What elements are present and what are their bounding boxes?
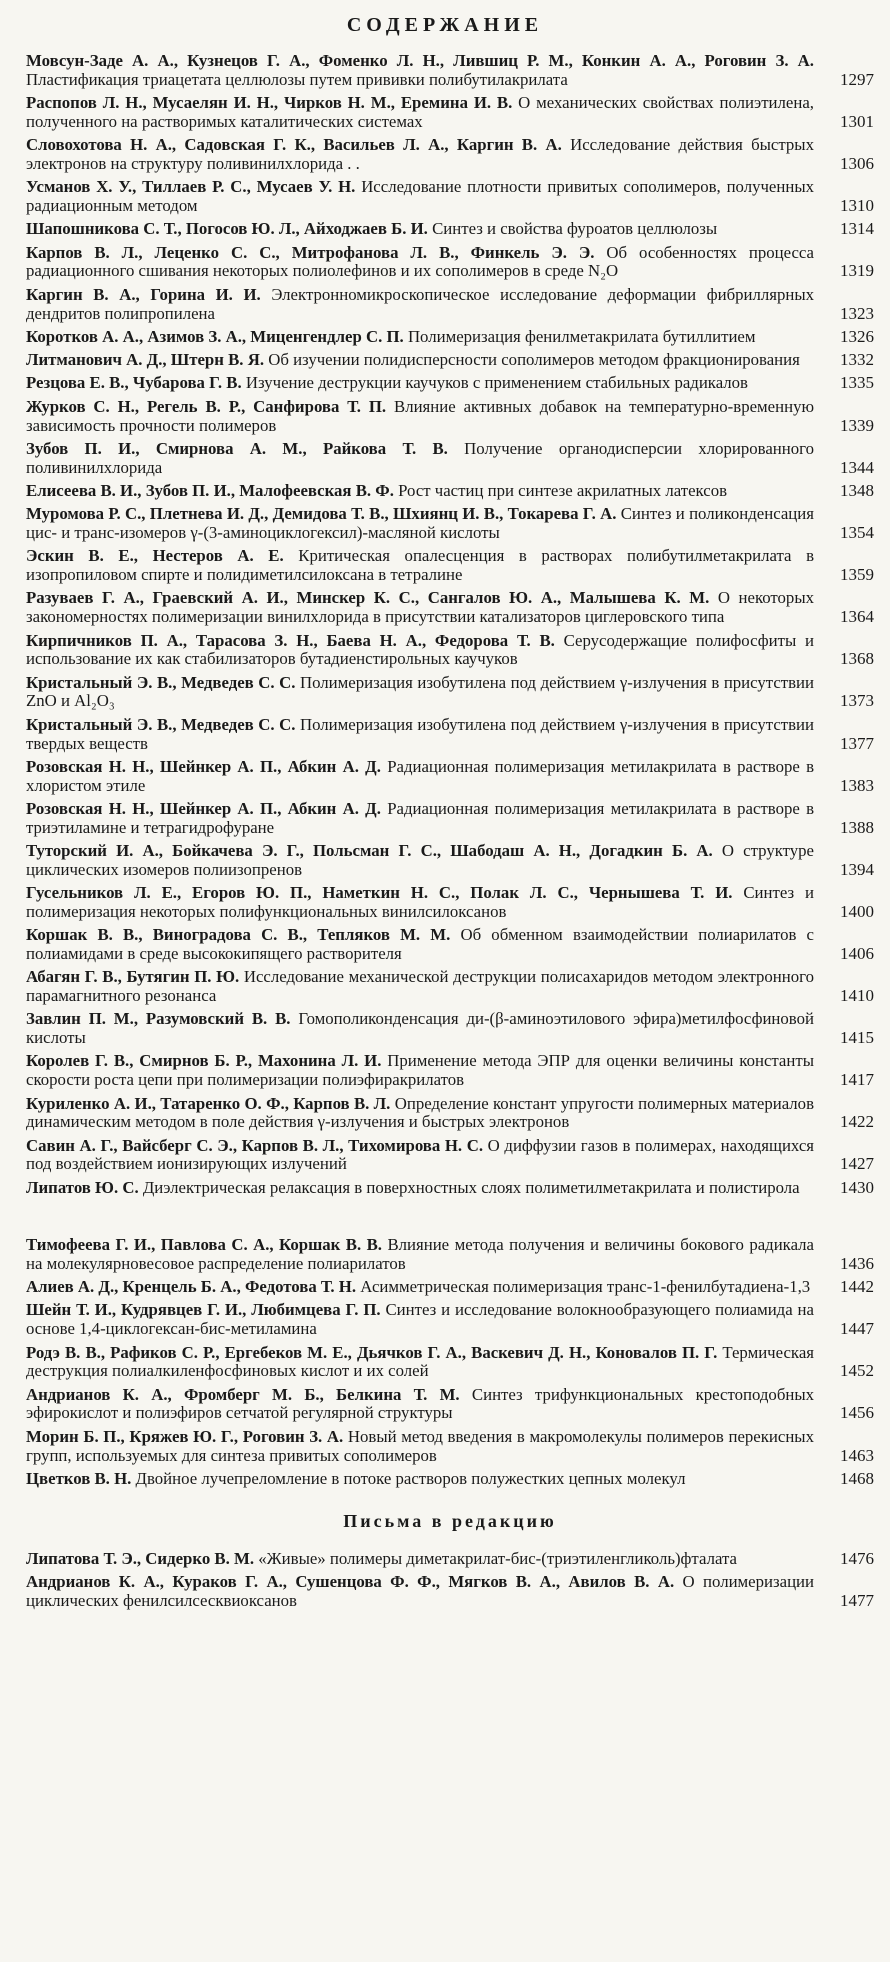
toc-entry — [26, 674, 874, 712]
toc-entry-authors: Туторский И. А., Бойкачева Э. Г., Польсман Г. С., Шабодаш А. Н., Догадкин Б. А. — [26, 840, 713, 860]
toc-entry-text — [26, 244, 814, 282]
toc-entry-authors: Розовская Н. Н., Шейнкер А. П., Абкин А. Д. — [26, 756, 381, 776]
toc-entry — [26, 884, 874, 922]
toc-entry-page: 1344 — [840, 457, 874, 477]
toc-entry-authors: Муромова Р. С., Плетнева И. Д., Демидова Т. В., Шхиянц И. В., Токарева Г. А. — [26, 504, 617, 524]
toc-entry-title: Двойное лучепреломление в потоке растворов полужестких цепных молекул — [135, 1468, 686, 1488]
toc-entry — [26, 1573, 874, 1611]
toc-entry-text — [26, 1386, 814, 1424]
toc-entry-page: 1427 — [840, 1154, 874, 1174]
toc-entry-text — [26, 1301, 814, 1339]
toc-entry-text — [26, 94, 814, 132]
toc-entry-title: Об изучении полидисперсности сополимеров методом фракционирования — [268, 350, 800, 370]
toc-entry — [26, 1344, 874, 1382]
toc-entry-title: О диффузии газов в полимерах, находящихся под воздействием ионизирующих излучений — [26, 1135, 815, 1174]
toc-entry — [26, 547, 874, 585]
toc-entry-page: 1359 — [840, 565, 874, 585]
toc-entry-page: 1306 — [840, 153, 874, 173]
toc-entry-title: Синтез и полимеризация некоторых полифункциональных винилсилоксанов — [26, 883, 814, 921]
toc-entry-title: О механических свойствах полиэтилена, полученного на растворимых каталитических системах — [26, 93, 814, 131]
toc-entry-title: Асимметрическая полимеризация транс-1-фенилбутадиена-1,3 — [360, 1277, 811, 1297]
toc-entry-title: Синтез и свойства фуроатов целлюлозы — [432, 219, 718, 239]
toc-entry — [26, 589, 874, 627]
toc-entry-text — [26, 926, 814, 964]
toc-entry-authors: Андрианов К. А., Кураков Г. А., Сушенцова Ф. Ф., Мягков В. А., Авилов В. А. — [26, 1571, 675, 1591]
toc-entry-title: Исследование плотности привитых сополимеров, полученных радиационным методом — [26, 177, 814, 216]
toc-entry-authors: Королев Г. В., Смирнов Б. Р., Махонина Л. И. — [26, 1051, 382, 1071]
toc-entry-authors: Цветков В. Н. — [26, 1468, 132, 1488]
toc-entry-text — [26, 800, 814, 838]
toc-entry-text — [26, 178, 814, 216]
toc-entry-title: Применение метода ЭПР для оценки величины константы скорости роста цепи при полимеризации полиэфиракрилатов — [26, 1051, 814, 1090]
toc-list-continued — [26, 1236, 874, 1489]
toc-entry — [26, 1095, 874, 1133]
toc-list-letters — [26, 1550, 874, 1611]
toc-entry-page: 1319 — [840, 261, 874, 281]
toc-entry-authors: Журков С. Н., Регель В. Р., Санфирова Т. П. — [26, 396, 387, 416]
toc-entry-title: Изучение деструкции каучуков с применением стабильных радикалов — [245, 373, 748, 393]
toc-entry-text — [26, 52, 814, 90]
toc-entry-page: 1456 — [840, 1403, 874, 1423]
toc-entry — [26, 440, 874, 478]
toc-entry-text — [26, 1052, 814, 1090]
toc-entry — [26, 1550, 874, 1569]
toc-entry-page: 1326 — [840, 326, 874, 346]
toc-entry-page: 1383 — [840, 775, 874, 795]
toc-entry — [26, 1428, 874, 1466]
toc-entry-title: Синтез и исследование волокнообразующего полиамида на основе 1,4-циклогексан-бис-метиламина — [26, 1300, 814, 1339]
toc-entry-text — [26, 482, 814, 501]
toc-entry-text — [26, 589, 814, 627]
toc-entry-authors: Гусельников Л. Е., Егоров Ю. П., Наметкин Н. С., Полак Л. С., Чернышева Т. И. — [26, 883, 733, 903]
toc-entry-authors: Усманов Х. У., Тиллаев Р. С., Мусаев У. Н. — [26, 177, 356, 197]
toc-entry-text — [26, 884, 814, 922]
toc-entry-title: Об обменном взаимодействии полиарилатов с полиамидами в среде высококипящего растворителя — [26, 925, 814, 963]
toc-entry-authors: Шапошникова С. Т., Погосов Ю. Л., Айходжаев Б. И. — [26, 219, 428, 239]
toc-entry-title: Полимеризация изобутилена под действием γ-излучения в присутствии ZnO и Al₂O₃ — [26, 672, 814, 711]
toc-entry-page: 1436 — [840, 1253, 874, 1273]
toc-entry — [26, 136, 874, 174]
toc-entry-authors: Липатова Т. Э., Сидерко В. М. — [26, 1548, 255, 1568]
toc-entry — [26, 244, 874, 282]
toc-entry-title: Синтез и поликонденсация цис- и транс-изомеров γ-(3-аминоциклогексил)-масляной кислоты — [26, 504, 814, 543]
toc-entry-page: 1364 — [840, 607, 874, 627]
toc-entry-authors: Коршак В. В., Виноградова С. В., Тепляков М. М. — [26, 925, 451, 945]
toc-entry-page: 1301 — [840, 111, 874, 131]
toc-entry-text — [26, 1573, 814, 1611]
toc-entry-page: 1468 — [840, 1468, 874, 1488]
toc-entry-page: 1447 — [840, 1319, 874, 1339]
toc-entry-title: Радиационная полимеризация метилакрилата в растворе в хлористом этиле — [26, 756, 815, 795]
toc-entry-page: 1335 — [840, 373, 874, 393]
toc-entry — [26, 1301, 874, 1339]
toc-entry-text — [26, 398, 814, 436]
toc-entry — [26, 758, 874, 796]
toc-entry — [26, 842, 874, 880]
toc-entry-title: Электронномикроскопическое исследование деформации фибриллярных дендритов полипропилена — [26, 284, 814, 323]
toc-entry-authors: Эскин В. Е., Нестеров А. Е. — [26, 546, 284, 566]
toc-entry — [26, 482, 874, 501]
toc-entry — [26, 220, 874, 239]
toc-entry-text — [26, 674, 814, 712]
toc-entries — [26, 52, 874, 1615]
toc-entry-title: Исследование действия быстрых электронов на структуру поливинилхлорида . . — [26, 135, 814, 173]
toc-entry-page: 1297 — [840, 69, 874, 89]
toc-entry-page: 1310 — [840, 196, 874, 216]
toc-entry-authors: Мовсун-Заде А. А., Кузнецов Г. А., Фоменко Л. Н., Лившиц Р. М., Конкин А. А., Роговин З. А. — [26, 51, 814, 70]
toc-entry-page: 1323 — [840, 303, 874, 323]
toc-entry — [26, 1236, 874, 1274]
toc-entry-authors: Литманович А. Д., Штерн В. Я. — [26, 350, 265, 370]
toc-entry — [26, 926, 874, 964]
toc-list-main — [26, 52, 874, 1198]
toc-entry — [26, 1052, 874, 1090]
toc-entry-text — [26, 1344, 814, 1382]
toc-entry-page: 1388 — [840, 817, 874, 837]
toc-entry-title: Исследование механической деструкции полисахаридов методом электронного парамагнитного резонанса — [26, 967, 814, 1006]
toc-entry — [26, 328, 874, 347]
toc-entry-text — [26, 351, 814, 370]
toc-entry-authors: Каргин В. А., Горина И. И. — [26, 284, 261, 304]
toc-entry-authors: Розовская Н. Н., Шейнкер А. П., Абкин А. Д. — [26, 798, 381, 818]
toc-entry-title: Полимеризация фенилметакрилата бутиллитием — [407, 326, 756, 346]
toc-entry-text — [26, 1010, 814, 1048]
toc-entry-text — [26, 328, 814, 347]
toc-entry-authors: Зубов П. И., Смирнова А. М., Райкова Т. В. — [26, 438, 448, 458]
toc-entry — [26, 716, 874, 754]
toc-entry-text — [26, 286, 814, 324]
toc-entry-title: Гомополиконденсация ди-(β-аминоэтилового эфира)метилфосфиновой кислоты — [26, 1009, 814, 1048]
toc-entry-page: 1339 — [840, 415, 874, 435]
toc-entry-authors: Алиев А. Д., Кренцель Б. А., Федотова Т. Н. — [26, 1277, 357, 1297]
toc-entry-text — [26, 758, 814, 796]
toc-entry-title: Синтез трифункциональных крестоподобных эфирокислот и полиэфиров сетчатой регулярной структуры — [26, 1384, 815, 1423]
toc-entry-title: Рост частиц при синтезе акрилатных латексов — [398, 480, 728, 500]
toc-entry-page: 1394 — [840, 859, 874, 879]
toc-entry-authors: Елисеева В. И., Зубов П. И., Малофеевская В. Ф. — [26, 480, 394, 500]
toc-entry-title: Об особенностях процесса радиационного сшивания некоторых полиолефинов и их сополимеров в среде N₂O — [26, 242, 815, 281]
toc-entry — [26, 1010, 874, 1048]
toc-entry-title: О некоторых закономерностях полимеризации винилхлорида в присутствии катализаторов циглеровского типа — [26, 588, 814, 627]
toc-entry-text — [26, 1179, 814, 1198]
toc-entry — [26, 1278, 874, 1297]
toc-entry-page: 1477 — [840, 1590, 874, 1610]
toc-entry-authors: Карпов В. Л., Леценко С. С., Митрофанова Л. В., Финкель Э. Э. — [26, 242, 595, 262]
toc-entry-authors: Словохотова Н. А., Садовская Г. К., Васильев Л. А., Каргин В. А. — [26, 135, 562, 155]
toc-entry-page: 1406 — [840, 943, 874, 963]
toc-entry-page: 1410 — [840, 986, 874, 1006]
toc-entry-text — [26, 220, 814, 239]
toc-entry-authors: Липатов Ю. С. — [26, 1177, 139, 1197]
toc-entry-text — [26, 1137, 814, 1175]
toc-entry — [26, 94, 874, 132]
toc-entry-title: Влияние активных добавок на температурно-временную зависимость прочности полимеров — [26, 396, 814, 435]
toc-entry-authors: Морин Б. П., Кряжев Ю. Г., Роговин З. А. — [26, 1426, 344, 1446]
toc-entry-title: О полимеризации циклических фенилсилсесквиоксанов — [26, 1571, 815, 1610]
toc-entry-text — [26, 440, 814, 478]
toc-entry-authors: Разуваев Г. А., Граевский А. И., Минскер К. С., Сангалов Ю. А., Малышева К. М. — [26, 588, 710, 608]
toc-entry-authors: Куриленко А. И., Татаренко О. Ф., Карпов В. Л. — [26, 1093, 391, 1113]
toc-entry-text — [26, 842, 814, 880]
toc-entry-page: 1476 — [840, 1548, 874, 1568]
toc-entry-text — [26, 1550, 814, 1569]
toc-entry-page: 1354 — [840, 523, 874, 543]
toc-entry-text — [26, 1095, 814, 1133]
toc-entry-authors: Коротков А. А., Азимов З. А., Миценгендлер С. П. — [26, 326, 404, 346]
toc-entry-text — [26, 1470, 814, 1489]
toc-entry — [26, 968, 874, 1006]
toc-entry-title: Термическая деструкция полиалкиленфосфиновых кислот и их солей — [26, 1342, 814, 1381]
toc-entry-page: 1373 — [840, 691, 874, 711]
section-gap — [26, 1202, 874, 1236]
toc-entry-text — [26, 547, 814, 585]
toc-entry-authors: Кристальный Э. В., Медведев С. С. — [26, 672, 296, 692]
toc-entry — [26, 178, 874, 216]
toc-entry-page: 1430 — [840, 1177, 874, 1197]
toc-entry-page: 1417 — [840, 1070, 874, 1090]
toc-entry-title: «Живые» полимеры диметакрилат-бис-(триэтиленгликоль)фталата — [258, 1548, 737, 1568]
toc-entry-page: 1332 — [840, 350, 874, 370]
toc-entry-text — [26, 374, 814, 393]
toc-entry — [26, 1470, 874, 1489]
toc-entry-page: 1368 — [840, 649, 874, 669]
toc-entry — [26, 351, 874, 370]
toc-entry-page: 1314 — [840, 219, 874, 239]
toc-entry-authors: Завлин П. М., Разумовский В. В. — [26, 1009, 291, 1029]
toc-entry-page: 1442 — [840, 1277, 874, 1297]
toc-entry-page: 1422 — [840, 1112, 874, 1132]
toc-entry-authors: Распопов Л. Н., Мусаелян И. Н., Чирков Н. М., Еремина И. В. — [26, 93, 513, 113]
toc-entry-authors: Кирпичников П. А., Тарасова З. Н., Баева Н. А., Федорова Т. В. — [26, 630, 555, 650]
toc-entry — [26, 1386, 874, 1424]
toc-entry-title: Определение констант упругости полимерных материалов динамическим методом в поле действия γ-излучения и быстрых электронов — [26, 1093, 814, 1132]
toc-entry-title: Влияние метода получения и величины бокового радикала на молекулярновесовое распределение полиарилатов — [26, 1235, 814, 1273]
toc-entry-title: О структуре циклических изомеров полиизопренов — [26, 840, 814, 879]
toc-entry — [26, 632, 874, 670]
toc-entry-page: 1415 — [840, 1028, 874, 1048]
toc-entry-text — [26, 1428, 814, 1466]
toc-entry-text — [26, 505, 814, 543]
toc-entry-authors: Абагян Г. В., Бутягин П. Ю. — [26, 967, 240, 987]
toc-entry-text — [26, 136, 814, 174]
toc-entry-title: Полимеризация изобутилена под действием γ-излучения в присутствии твердых веществ — [26, 714, 814, 753]
toc-entry-text — [26, 1236, 814, 1274]
toc-entry — [26, 374, 874, 393]
toc-entry-title: Серусодержащие полифосфиты и использование их как стабилизаторов бутадиенстирольных каучуков — [26, 630, 814, 669]
toc-entry — [26, 800, 874, 838]
toc-entry-text — [26, 968, 814, 1006]
toc-entry — [26, 1179, 874, 1198]
toc-entry-page: 1400 — [840, 901, 874, 921]
toc-entry-authors: Андрианов К. А., Фромберг М. Б., Белкина Т. М. — [26, 1384, 460, 1404]
toc-entry-authors: Шейн Т. И., Кудрявцев Г. И., Любимцева Г. П. — [26, 1300, 381, 1320]
toc-entry — [26, 505, 874, 543]
toc-entry-title: Пластификация триацетата целлюлозы путем прививки полибутилакрилата — [26, 69, 568, 89]
toc-entry-title: Новый метод введения в макромолекулы полимеров перекисных групп, используемых для синтеза привитых сополимеров — [26, 1426, 814, 1465]
toc-entry-text — [26, 1278, 814, 1297]
toc-entry-page: 1452 — [840, 1361, 874, 1381]
page-title: СОДЕРЖАНИЕ — [346, 14, 544, 36]
toc-entry — [26, 52, 874, 90]
toc-entry — [26, 398, 874, 436]
letters-section-title: Письма в редакцию — [343, 1510, 557, 1531]
toc-entry-page: 1348 — [840, 480, 874, 500]
toc-entry-text — [26, 716, 814, 754]
toc-entry-title: Диэлектрическая релаксация в поверхностных слоях полиметилметакрилата и полистирола — [142, 1177, 800, 1197]
toc-entry-authors: Резцова Е. В., Чубарова Г. В. — [26, 373, 242, 393]
toc-entry — [26, 1137, 874, 1175]
toc-entry-page: 1463 — [840, 1445, 874, 1465]
toc-entry-title: Критическая опалесценция в растворах полибутилметакрилата в изопропиловом спирте и полидиметилсилоксана в тетралине — [26, 546, 814, 585]
toc-entry-text — [26, 632, 814, 670]
toc-entry-authors: Кристальный Э. В., Медведев С. С. — [26, 714, 296, 734]
toc-entry-authors: Родэ В. В., Рафиков С. Р., Ергебеков М. Е., Дьячков Г. А., Васкевич Д. Н., Коновалов П. Г. — [26, 1342, 718, 1362]
toc-entry-title: Получение органодисперсии хлорированного поливинилхлорида — [26, 438, 814, 477]
toc-entry — [26, 286, 874, 324]
toc-entry-authors: Тимофеева Г. И., Павлова С. А., Коршак В. В. — [26, 1235, 382, 1255]
toc-entry-title: Радиационная полимеризация метилакрилата в растворе в триэтиламине и тетрагидрофуране — [26, 798, 815, 837]
toc-entry-authors: Савин А. Г., Вайсберг С. Э., Карпов В. Л., Тихомирова Н. С. — [26, 1135, 484, 1155]
toc-entry-page: 1377 — [840, 733, 874, 753]
